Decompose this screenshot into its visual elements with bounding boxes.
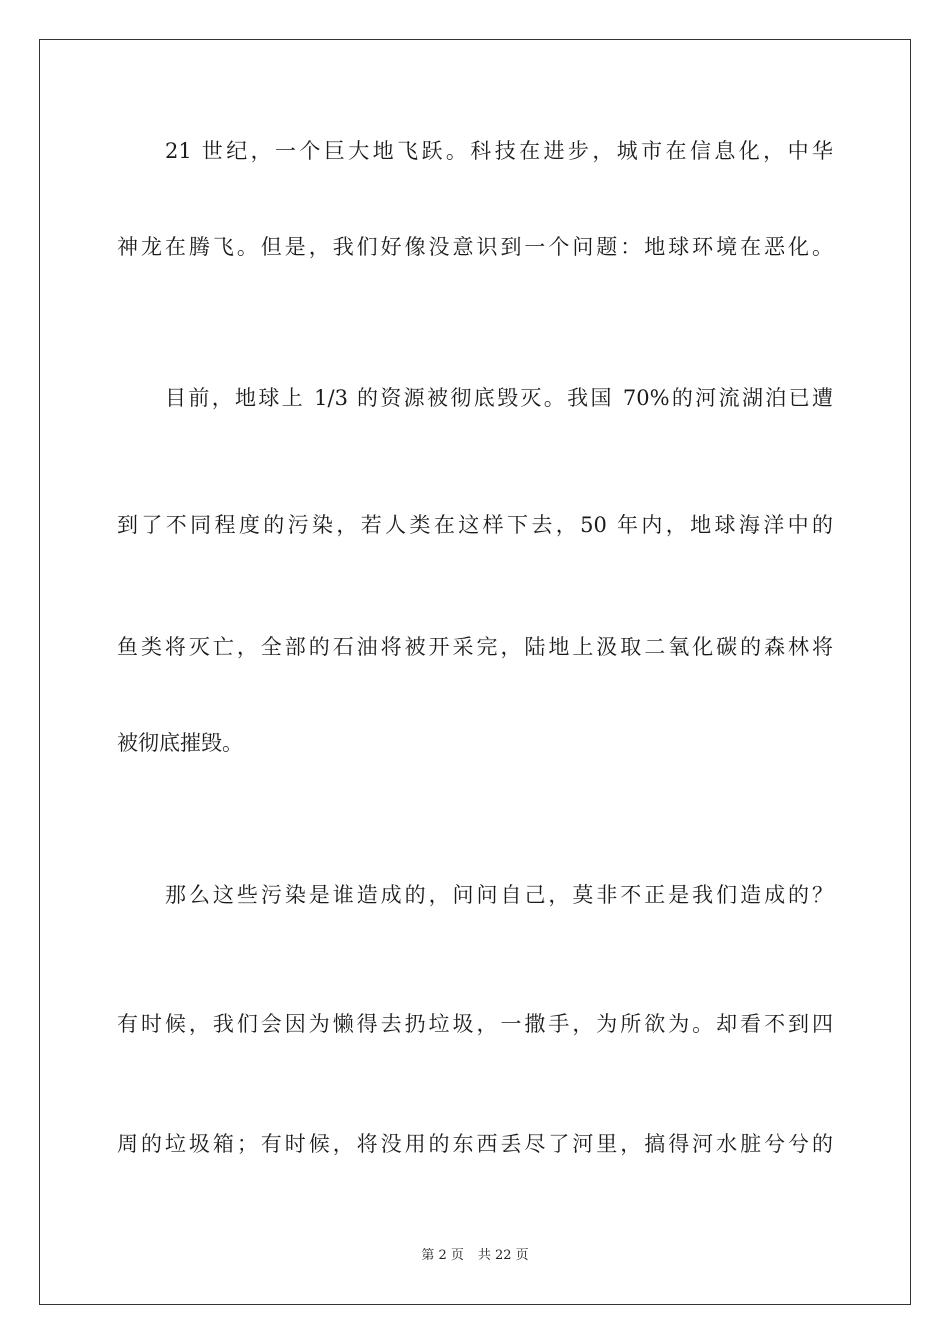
paragraph-2-line-2: 到了不同程度的污染，若人类在这样下去，50 年内，地球海洋中的 <box>117 513 833 537</box>
page-border <box>39 39 911 1305</box>
paragraph-2-line-3: 鱼类将灭亡，全部的石油将被开采完，陆地上汲取二氧化碳的森林将 <box>117 635 833 659</box>
page-total: 共 22 页 <box>477 1248 529 1263</box>
paragraph-1-line-2: 神龙在腾飞。但是，我们好像没意识到一个问题：地球环境在恶化。 <box>117 235 833 259</box>
paragraph-2-line-1: 目前，地球上 1/3 的资源被彻底毁灭。我国 70%的河流湖泊已遭 <box>165 386 833 410</box>
paragraph-3-line-3: 周的垃圾箱；有时候，将没用的东西丢尽了河里，搞得河水脏兮兮的 <box>117 1132 833 1156</box>
paragraph-2-line-4: 被彻底摧毁。 <box>117 731 243 755</box>
paragraph-1-line-1: 21 世纪，一个巨大地飞跃。科技在进步，城市在信息化，中华 <box>165 139 833 163</box>
paragraph-3-line-1: 那么这些污染是谁造成的，问问自己，莫非不正是我们造成的？ <box>165 883 833 907</box>
paragraph-3-line-2: 有时候，我们会因为懒得去扔垃圾，一撒手，为所欲为。却看不到四 <box>117 1012 833 1036</box>
page-number: 第 2 页 <box>421 1248 464 1263</box>
page-footer <box>0 1247 950 1265</box>
